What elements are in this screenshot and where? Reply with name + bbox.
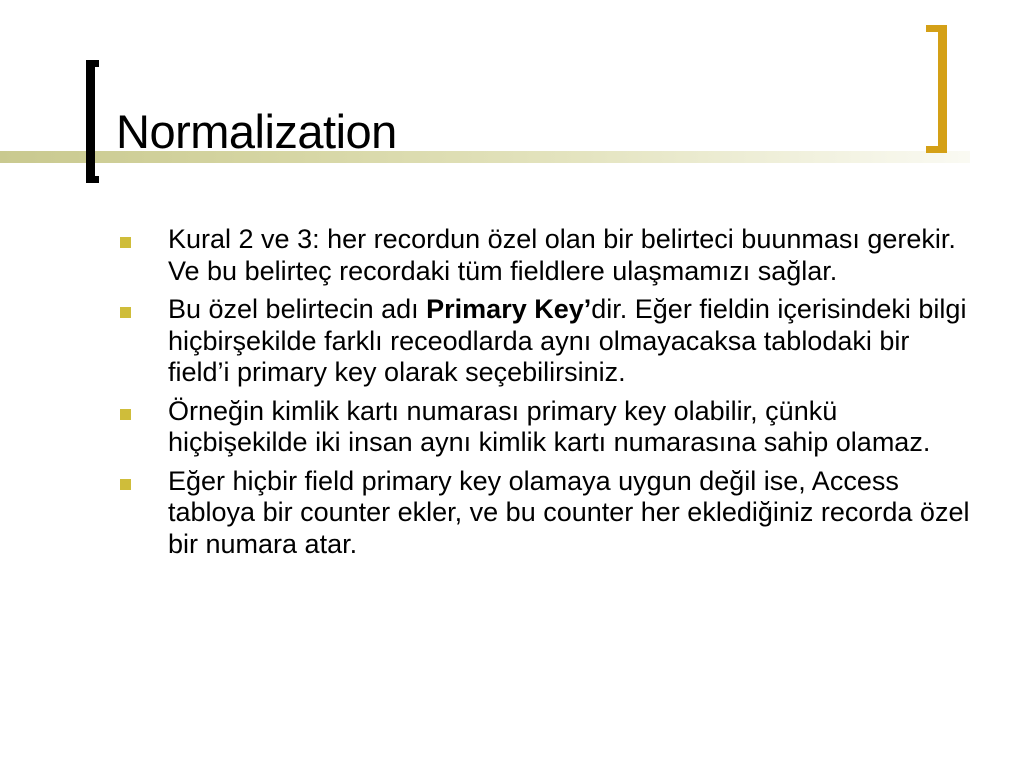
right-bracket-decoration xyxy=(926,25,947,153)
bullet-text-after: dir. Eğer fieldin içerisindeki bilgi hiçbirşekilde farklı receodlarda aynı olmayacaksa tablodaki bir field’i primary key olarak seçebilirsiniz. xyxy=(168,294,967,387)
bullet-item xyxy=(120,224,970,287)
square-bullet-icon xyxy=(120,307,131,318)
bullet-list xyxy=(120,224,970,567)
bullet-text-before: Bu özel belirtecin adı xyxy=(168,294,427,324)
bullet-text: Eğer hiçbir field primary key olamaya uygun değil ise, Access tabloya bir counter ekler, ve bu counter her eklediğiniz recorda özel bir numara atar. xyxy=(168,465,970,559)
bullet-item xyxy=(120,294,970,389)
bullet-item xyxy=(120,466,970,561)
bullet-text: Örneğin kimlik kartı numarası primary key olabilir, çünkü hiçbişekilde iki insan aynı kimlik kartı numarasına sahip olamaz. xyxy=(168,395,931,457)
left-bracket-decoration xyxy=(86,60,99,183)
bullet-bold-term: Primary Key’ xyxy=(426,294,592,324)
square-bullet-icon xyxy=(120,479,131,490)
square-bullet-icon xyxy=(120,237,131,248)
square-bullet-icon xyxy=(120,409,131,420)
bullet-item xyxy=(120,396,970,459)
slide-title: Normalization xyxy=(116,105,397,158)
bullet-text: Kural 2 ve 3: her recordun özel olan bir belirteci buunması gerekir. Ve bu belirteç recordaki tüm fieldlere ulaşmamızı sağlar. xyxy=(168,224,956,286)
